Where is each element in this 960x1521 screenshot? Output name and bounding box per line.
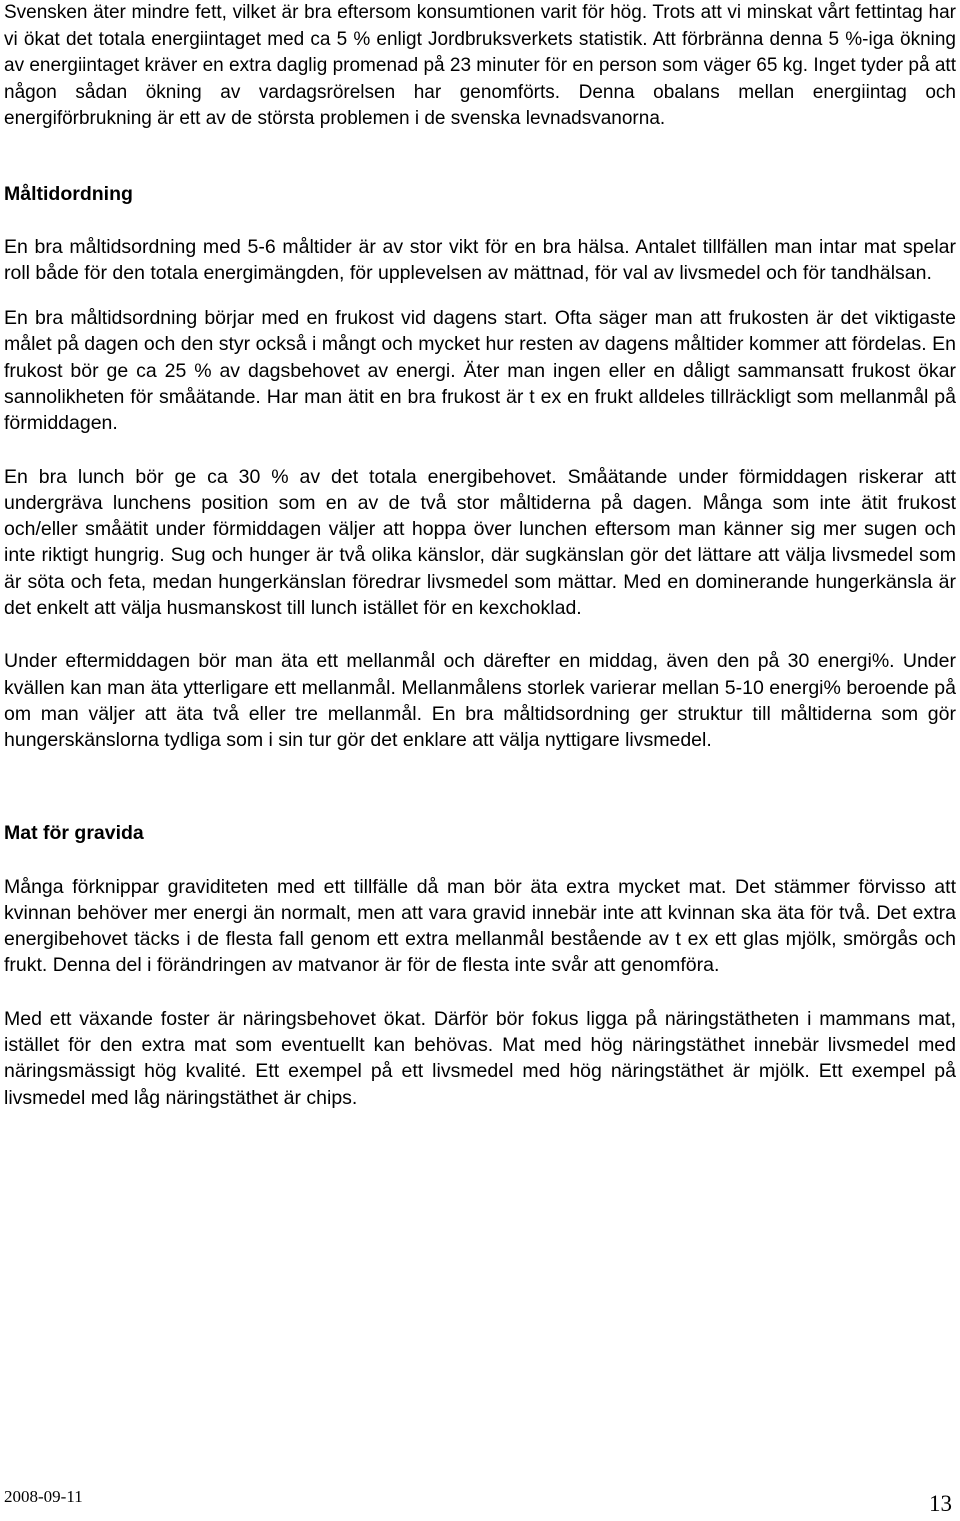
intro-paragraph: Svensken äter mindre fett, vilket är bra eftersom konsumtionen varit för hög. Trots att vi minskat vårt fettintag har vi ökat det totala energiintaget med ca 5 % enligt Jordbruksverkets statistik. Att förbränna denna 5 %-iga ökning av energiintaget kräver en extra daglig promenad på 23 minuter för en person som väger 65 kg. Inget tyder på att någon sådan ökning av vardagsrörelsen har genomförts. Denna obalans mellan energiintag och energiförbrukning är ett av de största problemen i de svenska levnadsvanorna. <box>4 2 956 129</box>
heading-mat-for-gravida: Mat för gravida <box>4 821 144 844</box>
paragraph-maltidordning-3: En bra lunch bör ge ca 30 % av det totala energibehovet. Småätande under förmiddagen riskerar att undergräva lunchens position som en av de två stor måltiderna på dagen. Många som inte ätit frukost och/eller småätit under förmiddagen väljer att hoppa över lunchen eftersom man känner sig mer sugen och inte riktigt hungrig. Sug och hunger är två olika känslor, där sugkänslan gör det lättare att välja livsmedel som är söta och feta, medan hungerkänslan föredrar livsmedel som mättar. Med en dominerande hungerkänsla är det enkelt att välja husmanskost till lunch istället för en kexchoklad. <box>4 465 956 620</box>
paragraph-maltidordning-4: Under eftermiddagen bör man äta ett mellanmål och därefter en middag, även den på 30 energi%. Under kvällen kan man äta ytterligare ett mellanmål. Mellanmålens storlek varierar mellan 5-10 energi% beroende på om man väljer att äta två eller tre mellanmål. En bra måltidsordning ger struktur till måltiderna som gör hungerskänslorna tydliga som i sin tur gör det enklare att välja nyttigare livsmedel. <box>4 650 956 752</box>
document-page <box>4 0 956 1111</box>
paragraph-maltidordning-2: En bra måltidsordning börjar med en frukost vid dagens start. Ofta säger man att frukosten är det viktigaste målet på dagen och den styr också i mångt och mycket hur resten av dagens måltider kommer att fördelas. En frukost bör ge ca 25 % av dagsbehovet av energi. Äter man ingen eller en dåligt sammansatt frukost ökar sannolikheten för småätande. Har man ätit en bra frukost är t ex en frukt alldeles tillräckligt som mellanmål på förmiddagen. <box>4 307 956 435</box>
page-number: 13 <box>929 1491 952 1516</box>
paragraph-gravida-2: Med ett växande foster är näringsbehovet ökat. Därför bör fokus ligga på näringstätheten i mammans mat, istället för den extra mat som eventuellt kan behövas. Mat med hög näringstäthet innebär livsmedel med näringsmässigt hög kvalité. Ett exempel på ett livsmedel med hög näringstäthet är mjölk. Ett exempel på livsmedel med låg näringstäthet är chips. <box>4 1007 956 1109</box>
footer-date: 2008-09-11 <box>4 1487 83 1506</box>
paragraph-maltidordning-1: En bra måltidsordning med 5-6 måltider är av stor vikt för en bra hälsa. Antalet tillfällen man intar mat spelar roll både för den totala energimängden, för upplevelsen av mättnad, för val av livsmedel och för tandhälsan. <box>4 235 956 284</box>
heading-maltidordning: Måltidordning <box>4 182 133 205</box>
paragraph-gravida-1: Många förknippar graviditeten med ett tillfälle då man bör äta extra mycket mat. Det stämmer förvisso att kvinnan behöver mer energi än normalt, men att vara gravid innebär inte att kvinnan ska äta för två. Det extra energibehovet täcks i de flesta fall genom ett extra mellanmål bestående av t ex ett glas mjölk, smörgås och frukt. Denna del i förändringen av matvanor är för de flesta inte svår att genomföra. <box>4 875 956 977</box>
